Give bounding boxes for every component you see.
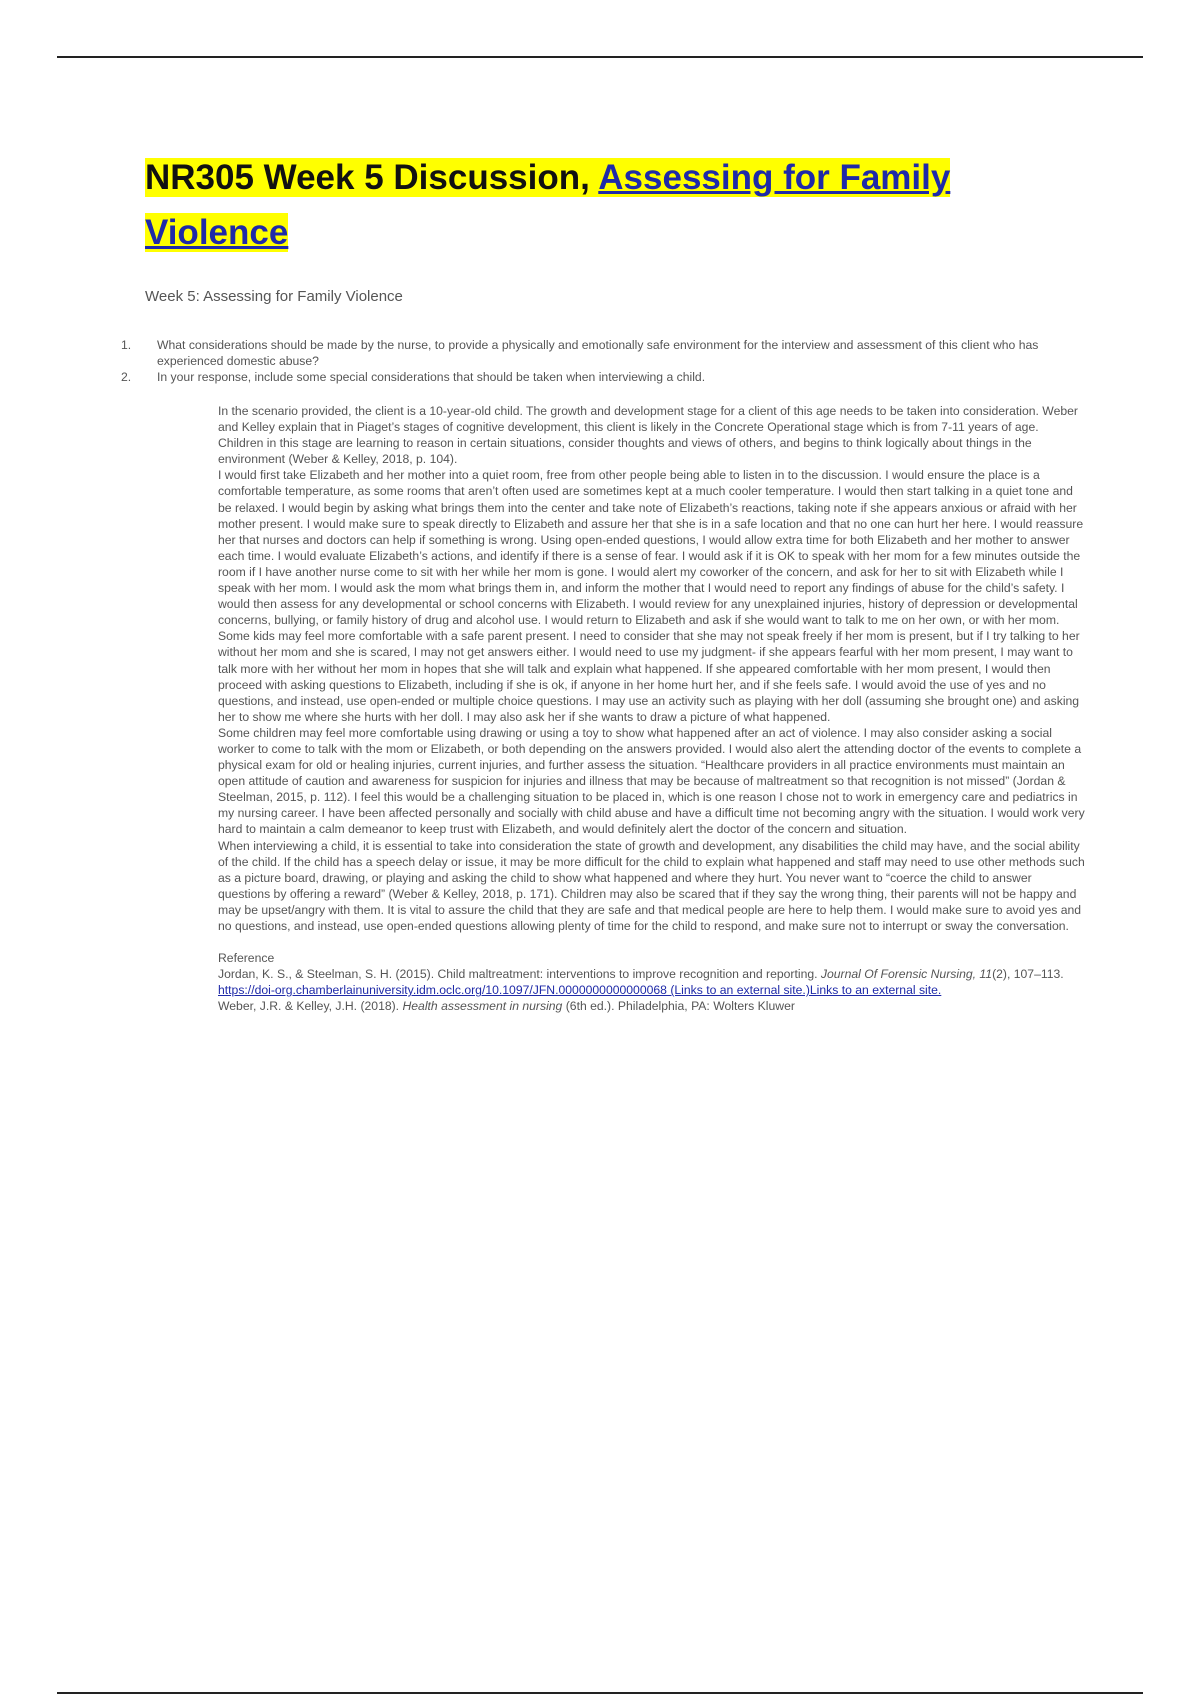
question-number: 1. <box>121 338 132 352</box>
reference-item <box>218 998 1086 1014</box>
ref1-journal: Journal Of Forensic Nursing, 11 <box>820 967 993 982</box>
paragraph: When interviewing a child, it is essential to take into consideration the state of growth and development, any disabilities the child may have, and the social ability of the child. If the child has a speech delay or issue, it may be more difficult for the child to explain what happened and staff may need to use other methods such as a picture board, drawing, or playing and asking the child to show what happened and where they hurt. You never want to “coerce the child to answer questions by offering a reward” (Weber & Kelley, 2018, p. 171). Children may also be scared that if they say the wrong thing, their parents will not be happy and may be upset/angry with them. It is vital to assure the child that they are safe and that medical people are here to help them. I would make sure to avoid yes and no questions, and instead, use open-ended questions allowing plenty of time for the child to respond, and make sure not to interrupt or sway the conversation. <box>218 838 1085 933</box>
subtitle: Week 5: Assessing for Family Violence <box>145 288 403 305</box>
question-text: What considerations should be made by the nurse, to provide a physically and emotionally safe environment for the interview and assessment of this client who has experienced domestic abuse? <box>157 338 1039 368</box>
reference-item <box>218 966 1086 998</box>
paragraph: Some children may feel more comfortable using drawing or using a toy to show what happened after an act of violence. I may also consider asking a social worker to come to talk with the mom or Elizabeth, or both depending on the answers provided. I would also alert the attending doctor of the events to complete a physical exam for old or healing injuries, current injuries, and further assess the situation. “Healthcare providers in all practice environments must maintain an open attitude of caution and awareness for suspicion for injuries and illness that may be because of maltreatment so that recognition is not missed” (Jordan & Steelman, 2015, p. 112). I feel this would be a challenging situation to be placed in, which is one reason I chose not to work in emergency care and pediatrics in my nursing career. I have been affected personally and socially with child abuse and have a difficult time not becoming angry with the situation. I would work very hard to maintain a calm demeanor to keep trust with Elizabeth, and would definitely alert the doctor of the concern and situation. <box>218 725 1085 837</box>
question-text: In your response, include some special considerations that should be taken when interviewing a child. <box>157 370 706 384</box>
title-link-text-1: Assessing for Family <box>598 158 951 197</box>
question-list <box>118 337 1088 385</box>
question-item <box>118 369 1088 385</box>
ref1-text-a: Jordan, K. S., & Steelman, S. H. (2015). Child maltreatment: interventions to improve recognition and reporting. <box>218 967 821 982</box>
question-number: 2. <box>121 370 132 384</box>
paragraph: I would first take Elizabeth and her mother into a quiet room, free from other people being able to listen in to the discussion. I would ensure the place is a comfortable temperature, as some rooms that aren’t often used are sometimes kept at a much cooler temperature. I would then start talking in a quiet tone and be relaxed. I would begin by asking what brings them into the center and take note of Elizabeth’s reactions, taking note if she appears anxious or afraid with her mother present. I would make sure to speak directly to Elizabeth and assure her that she is in a safe location and that no one can hurt her here. I would reassure her that nurses and doctors can help if something is wrong. Using open-ended questions, I would allow extra time for both Elizabeth and her mother to answer each time. I would evaluate Elizabeth’s actions, and identify if there is a sense of fear. I would ask if it is OK to speak with her mom for a few minutes outside the room if I have another nurse come to sit with her while her mom is gone. I would alert my coworker of the concern, and ask for her to sit with Elizabeth while I speak with her mom. I would ask the mom what brings them in, and inform the mother that I would need to report any findings of abuse for the child’s safety. I would then assess for any developmental or school concerns with Elizabeth. I would review for any unexplained injuries, history of depression or developmental concerns, bullying, or family history of drug and alcohol use. I would return to Elizabeth and ask if she would want to talk to me on her own, or with her mom. Some kids may feel more comfortable with a safe parent present. I need to consider that she may not speak freely if her mom is present, but if I try talking to her without her mom and she is scared, I may not get answers either. I would need to use my judgment- if she appears fearful with her mom present, I may want to talk more with her without her mom in hopes that she will talk and explain what happened. If she appeared comfortable with her mom present, I would then proceed with asking questions to Elizabeth, including if she is ok, if anyone in her home hurt her, and if she feels safe. I would avoid the use of yes and no questions, and instead, use open-ended or multiple choice questions. I may use an activity such as playing with her doll (assuming she brought one) and asking her to show me where she hurts with her doll. I may also ask her if she wants to draw a picture of what happened. <box>218 468 1084 724</box>
ref2-text-b: (6th ed.). Philadelphia, PA: Wolters Kluwer <box>562 999 795 1014</box>
references-heading: Reference <box>218 951 275 966</box>
question-item <box>118 337 1088 369</box>
ref2-text-a: Weber, J.R. & Kelley, J.H. (2018). <box>218 999 403 1014</box>
title-link-text-2: Violence <box>145 213 289 252</box>
bottom-rule <box>57 1692 1143 1694</box>
page-title <box>145 150 1025 260</box>
ref2-book: Health assessment in nursing <box>402 999 563 1014</box>
response-body <box>218 403 1086 1014</box>
ref1-link[interactable]: https://doi-org.chamberlainuniversity.idm.oclc.org/10.1097/JFN.0000000000000068 (Links to an external site.)Links to an external site. <box>218 983 942 998</box>
top-rule <box>57 56 1143 58</box>
paragraph: In the scenario provided, the client is a 10-year-old child. The growth and development stage for a client of this age needs to be taken into consideration. Weber and Kelley explain that in Piaget’s stages of cognitive development, this client is likely in the Concrete Operational stage which is from 7-11 years of age. Children in this stage are learning to reason in certain situations, consider thoughts and views of others, and begins to think logically about things in the environment (Weber & Kelley, 2018, p. 104). <box>218 404 1078 467</box>
ref1-text-b: (2), 107–113. <box>992 967 1064 982</box>
title-prefix: NR305 Week 5 Discussion, <box>145 158 599 197</box>
